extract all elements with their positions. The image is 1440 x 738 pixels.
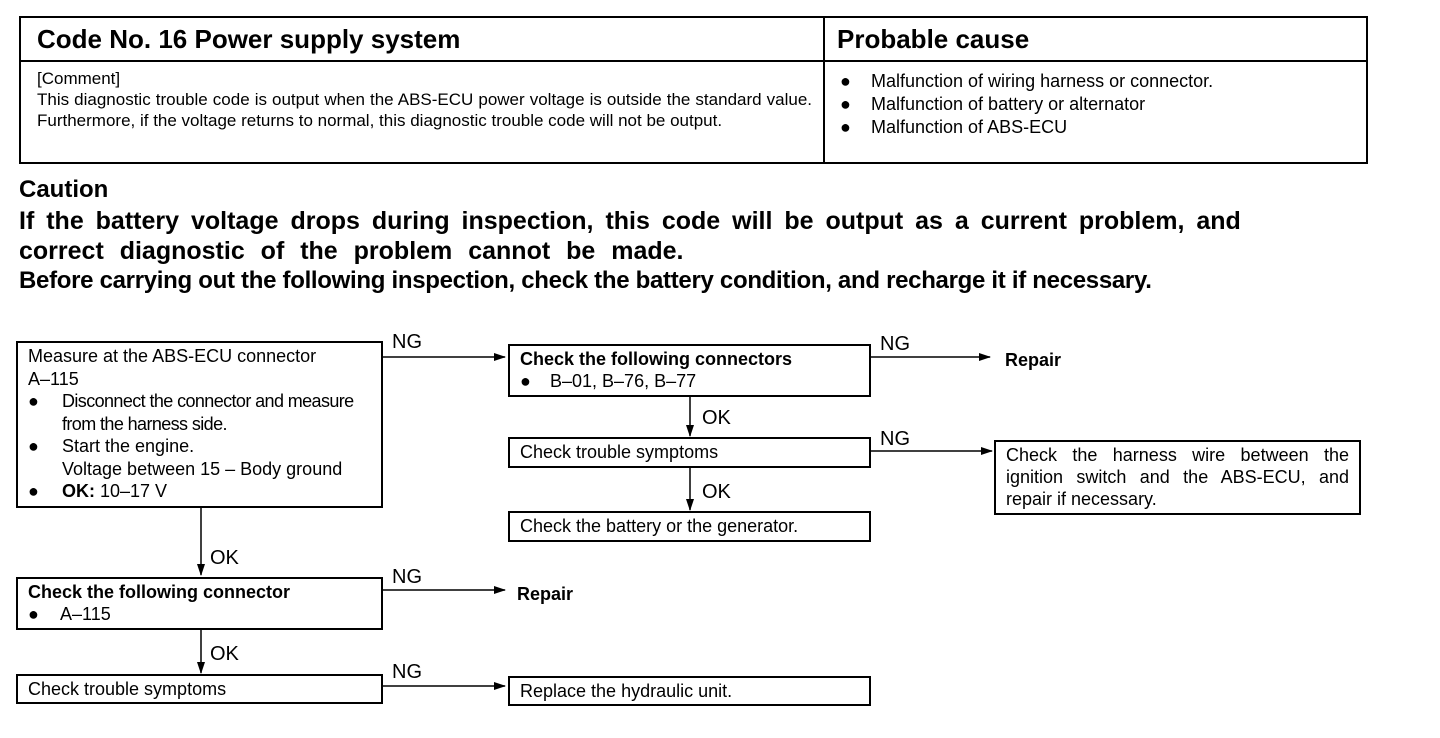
- check-connector-item: [28, 603, 371, 625]
- measure-bullet-2: [28, 435, 371, 480]
- check-symptoms-1-box: [508, 437, 871, 468]
- bullet-icon: ●: [28, 481, 39, 501]
- ng-label: NG: [392, 661, 422, 683]
- check-connectors-item: [520, 370, 859, 392]
- check-connector-title: Check the following connector: [28, 582, 291, 602]
- check-harness-box: [994, 440, 1361, 515]
- ng-label: NG: [392, 331, 422, 353]
- ok-label: OK: [702, 407, 731, 429]
- measure-line-1: Measure at the ABS-ECU connector: [28, 346, 317, 366]
- caution-line-1: If the battery voltage drops during inspection, this code will be output as a current problem, and: [19, 207, 1241, 235]
- check-connector-box: [16, 577, 383, 630]
- ng-label: NG: [880, 428, 910, 450]
- probable-cause-title: Probable cause: [837, 24, 1030, 54]
- caution-line-2: correct diagnostic of the problem cannot be made.: [19, 237, 684, 265]
- measure-bullet-1-text: Disconnect the connector and measure from the harness side.: [62, 391, 354, 434]
- check-symptoms-2-box: [16, 674, 383, 704]
- bullet-icon: ●: [28, 436, 39, 456]
- check-connectors-items: B–01, B–76, B–77: [550, 371, 697, 391]
- check-battery-box: [508, 511, 871, 542]
- measure-bullet-1: [28, 390, 371, 435]
- code-title: Code No. 16 Power supply system: [37, 24, 461, 54]
- caution-heading: Caution: [19, 176, 109, 203]
- check-battery-text: Check the battery or the generator.: [520, 516, 799, 536]
- comment-text: This diagnostic trouble code is output when the ABS-ECU power voltage is outside the standard value. Furthermore, if the voltage returns to normal, this diagnostic trouble code will not be output.: [37, 90, 812, 130]
- ok-label: OK: [210, 643, 239, 665]
- bullet-icon: ●: [520, 371, 531, 391]
- comment-label: [Comment]: [37, 69, 121, 88]
- measure-box: [16, 341, 383, 508]
- check-symptoms-2-text: Check trouble symptoms: [28, 679, 227, 699]
- ng-label: NG: [880, 333, 910, 355]
- measure-bullet-2-text: Start the engine.: [62, 436, 195, 456]
- check-connectors-box: [508, 344, 871, 397]
- check-connectors-title: Check the following connectors: [520, 349, 793, 369]
- ok-label: OK: [702, 481, 731, 503]
- ok-value: 10–17 V: [95, 481, 168, 501]
- bullet-icon: ●: [28, 391, 39, 411]
- ok-label: OK: [210, 547, 239, 569]
- check-connector-item-text: A–115: [60, 604, 111, 624]
- bullet-icon: ●: [840, 94, 851, 114]
- replace-box: [508, 676, 871, 706]
- cause-text: Malfunction of battery or alternator: [871, 94, 1146, 114]
- bullet-icon: ●: [840, 117, 851, 137]
- repair-label-1: Repair: [1005, 350, 1062, 370]
- check-harness-text: Check the harness wire between the ignition switch and the ABS-ECU, and repair if necessary.: [1006, 445, 1349, 509]
- bullet-icon: ●: [840, 71, 851, 91]
- cause-text: Malfunction of ABS-ECU: [871, 117, 1068, 137]
- repair-label-2: Repair: [517, 584, 574, 604]
- ng-label: NG: [392, 566, 422, 588]
- ok-label: OK:: [62, 481, 95, 501]
- cause-text: Malfunction of wiring harness or connector.: [871, 71, 1214, 91]
- measure-bullet-3: [28, 480, 371, 503]
- check-symptoms-1-text: Check trouble symptoms: [520, 442, 719, 462]
- replace-text: Replace the hydraulic unit.: [520, 681, 733, 701]
- measure-line-2: A–115: [28, 368, 79, 389]
- bullet-icon: ●: [28, 604, 39, 624]
- caution-line-3: Before carrying out the following inspection, check the battery condition, and recharge it if necessary.: [19, 267, 1152, 294]
- measure-bullet-2-sub: Voltage between 15 – Body ground: [62, 458, 343, 479]
